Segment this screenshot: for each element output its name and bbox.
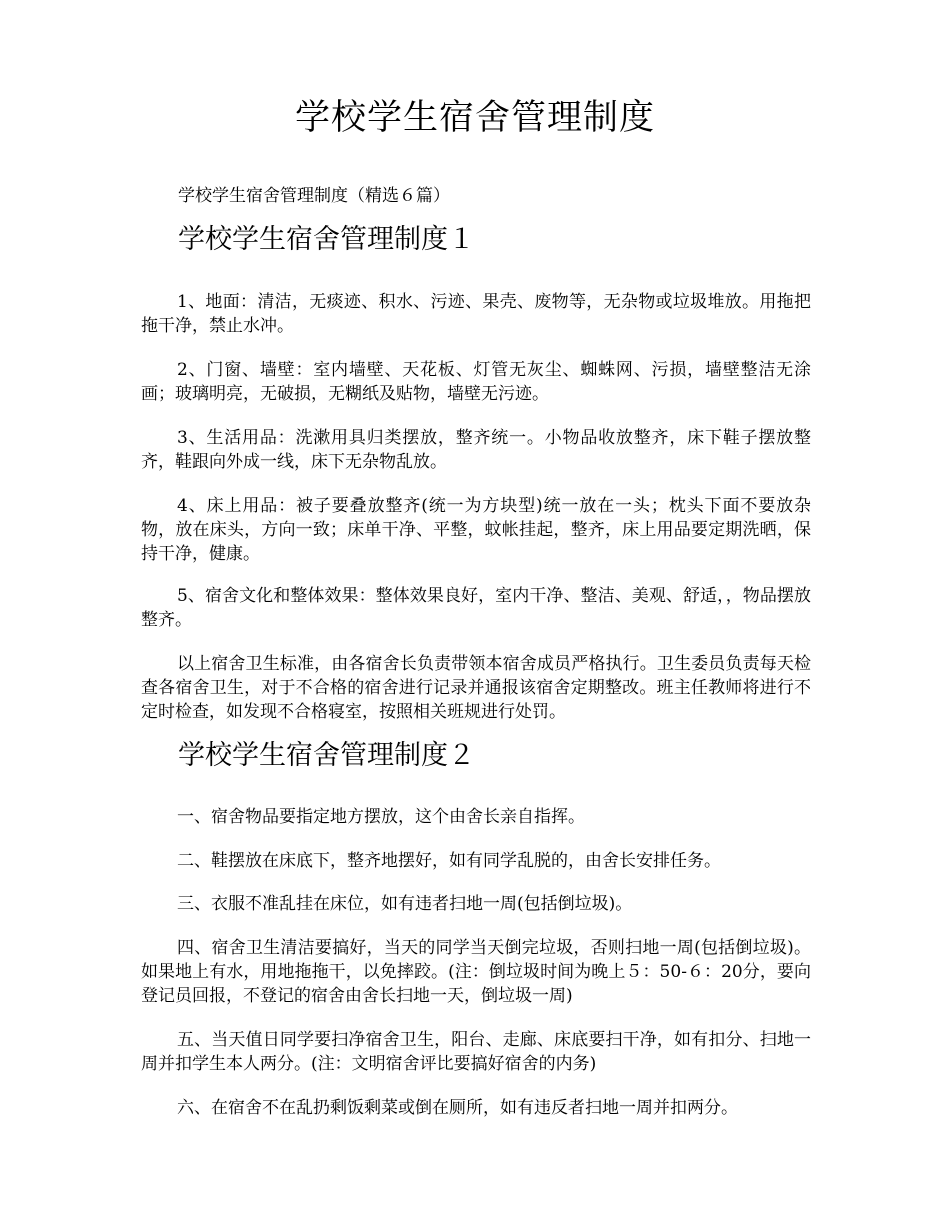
section-1-paragraph-6: 以上宿舍卫生标准，由各宿舍长负责带领本宿舍成员严格执行。卫生委员负责每天检查各宿舍卫生，对于不合格的宿舍进行记录并通报该宿舍定期整改。班主任教师将进行不定时检查，如发现不合格寝室，按照相关班规进行处罚。 [141,654,811,722]
section-heading-2: 学校学生宿舍管理制度２ [178,740,475,771]
document-title: 学校学生宿舍管理制度 [294,98,655,138]
section-1-paragraph-2: 2、门窗、墙壁：室内墙壁、天花板、灯管无灰尘、蜘蛛网、污损，墙壁整洁无涂画；玻璃明亮，无破损，无糊纸及贴物，墙壁无污迹。 [141,360,811,404]
section-1-paragraph-3: 3、生活用品：洗漱用具归类摆放，整齐统一。小物品收放整齐，床下鞋子摆放整齐，鞋跟向外成一线，床下无杂物乱放。 [141,428,811,472]
section-2-paragraph-5: 五、当天值日同学要扫净宿舍卫生，阳台、走廊、床底要扫干净，如有扣分、扫地一周并扣学生本人两分。(注：文明宿舍评比要搞好宿舍的内务) [141,1030,811,1074]
section-2-paragraph-1: 一、宿舍物品要指定地方摆放，这个由舍长亲自指挥。 [177,807,585,827]
section-1-paragraph-4: 4、床上用品：被子要叠放整齐(统一为方块型)统一放在一头；枕头下面不要放杂物，放在床头，方向一致；床单干净、平整，蚊帐挂起，整齐，床上用品要定期洗晒，保持干净，健康。 [141,496,811,564]
section-2-paragraph-4: 四、宿舍卫生清洁要搞好，当天的同学当天倒完垃圾，否则扫地一周(包括倒垃圾)。如果地上有水，用地拖拖干，以免摔跤。(注：倒垃圾时间为晚上５：50-６：20分，要向登记员回报，不登记的宿舍由舍长扫地一天，倒垃圾一周) [141,938,811,1006]
section-1-paragraph-5: 5、宿舍文化和整体效果：整体效果良好，室内干净、整洁、美观、舒适，，物品摆放整齐。 [141,586,811,630]
section-2-paragraph-2: 二、鞋摆放在床底下，整齐地摆好，如有同学乱脱的，由舍长安排任务。 [177,851,721,871]
section-2-paragraph-3: 三、衣服不准乱挂在床位，如有违者扫地一周(包括倒垃圾)。 [177,894,633,914]
section-1-paragraph-1: 1、地面：清洁，无痰迹、积水、污迹、果壳、废物等，无杂物或垃圾堆放。用拖把拖干净，禁止水冲。 [141,292,811,336]
document-subtitle: 学校学生宿舍管理制度（精选６篇） [178,186,450,206]
section-2-paragraph-6: 六、在宿舍不在乱扔剩饭剩菜或倒在厕所，如有违反者扫地一周并扣两分。 [177,1098,738,1118]
section-heading-1: 学校学生宿舍管理制度１ [178,224,475,255]
